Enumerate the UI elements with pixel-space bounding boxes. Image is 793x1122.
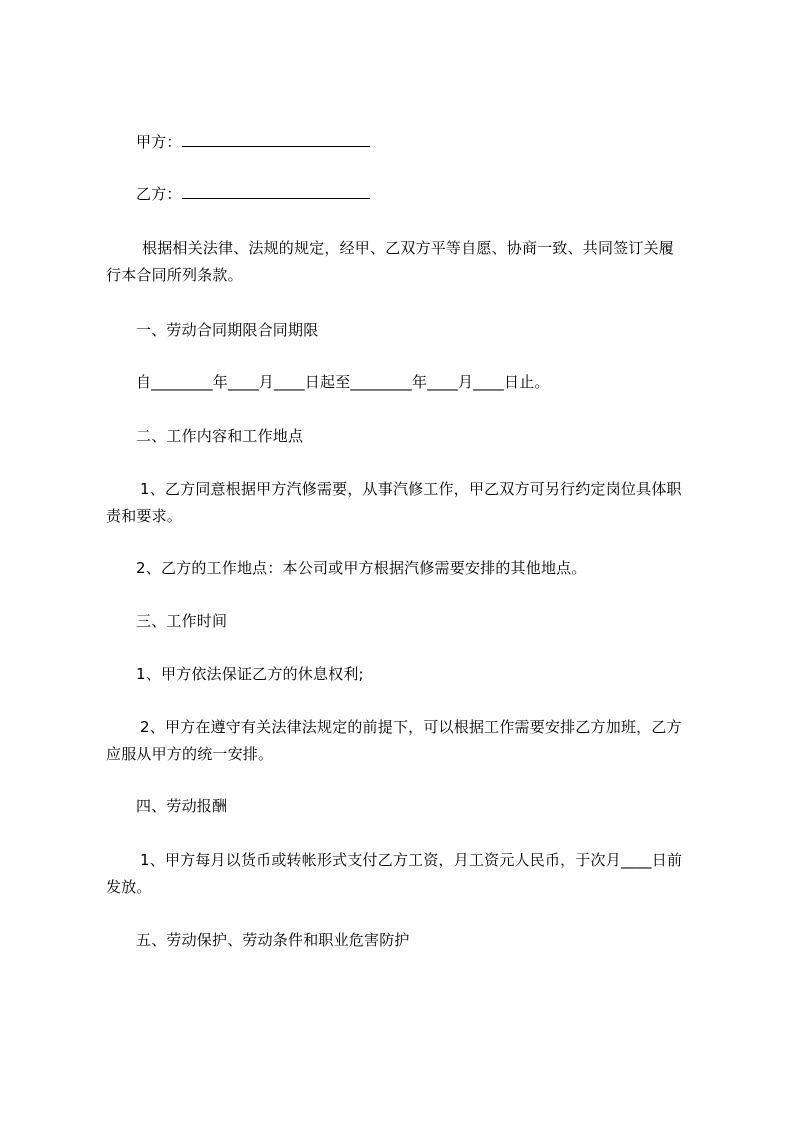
- intro-line-2: 行本合同所列条款。: [106, 266, 243, 284]
- section-3-clause-2-line-2: 应服从甲方的统一安排。: [106, 745, 274, 763]
- section-2-clause-2: 2、乙方的工作地点：本公司或甲方根据汽修需要安排的其他地点。: [136, 559, 587, 577]
- section-2-clause-1-line-1: 1、乙方同意根据甲方汽修需要，从事汽修工作，甲乙双方可另行约定岗位具体职: [140, 480, 682, 498]
- section-3-clause-2-line-1: 2、甲方在遵守有关法律法规定的前提下，可以根据工作需要安排乙方加班，乙方: [140, 718, 682, 736]
- party-b-label: 乙方：: [136, 185, 182, 203]
- party-b-blank: [182, 184, 370, 199]
- section-1-term-line: 自________年____月____日起至________年____月____日止。: [136, 373, 550, 391]
- section-4-clause-1-line-2: 发放。: [106, 878, 152, 896]
- section-4-heading: 四、劳动报酬: [136, 797, 228, 815]
- section-2-clause-1-line-2: 责和要求。: [106, 507, 183, 525]
- section-5-heading: 五、劳动保护、劳动条件和职业危害防护: [136, 931, 410, 949]
- party-a-line: [136, 132, 370, 152]
- section-3-clause-1: 1、甲方依法保证乙方的休息权利;: [136, 665, 364, 683]
- party-b-line: [136, 184, 370, 204]
- intro-line-1: 根据相关法律、法规的规定，经甲、乙双方平等自愿、协商一致、共同签订关履: [142, 239, 675, 257]
- party-a-label: 甲方：: [136, 133, 182, 151]
- section-3-heading: 三、工作时间: [136, 612, 228, 630]
- party-a-blank: [182, 132, 370, 147]
- section-2-heading: 二、工作内容和工作地点: [136, 427, 304, 445]
- section-4-clause-1-line-1: 1、甲方每月以货币或转帐形式支付乙方工资，月工资元人民币，于次月____日前: [140, 851, 683, 869]
- section-1-heading: 一、劳动合同期限合同期限: [136, 321, 319, 339]
